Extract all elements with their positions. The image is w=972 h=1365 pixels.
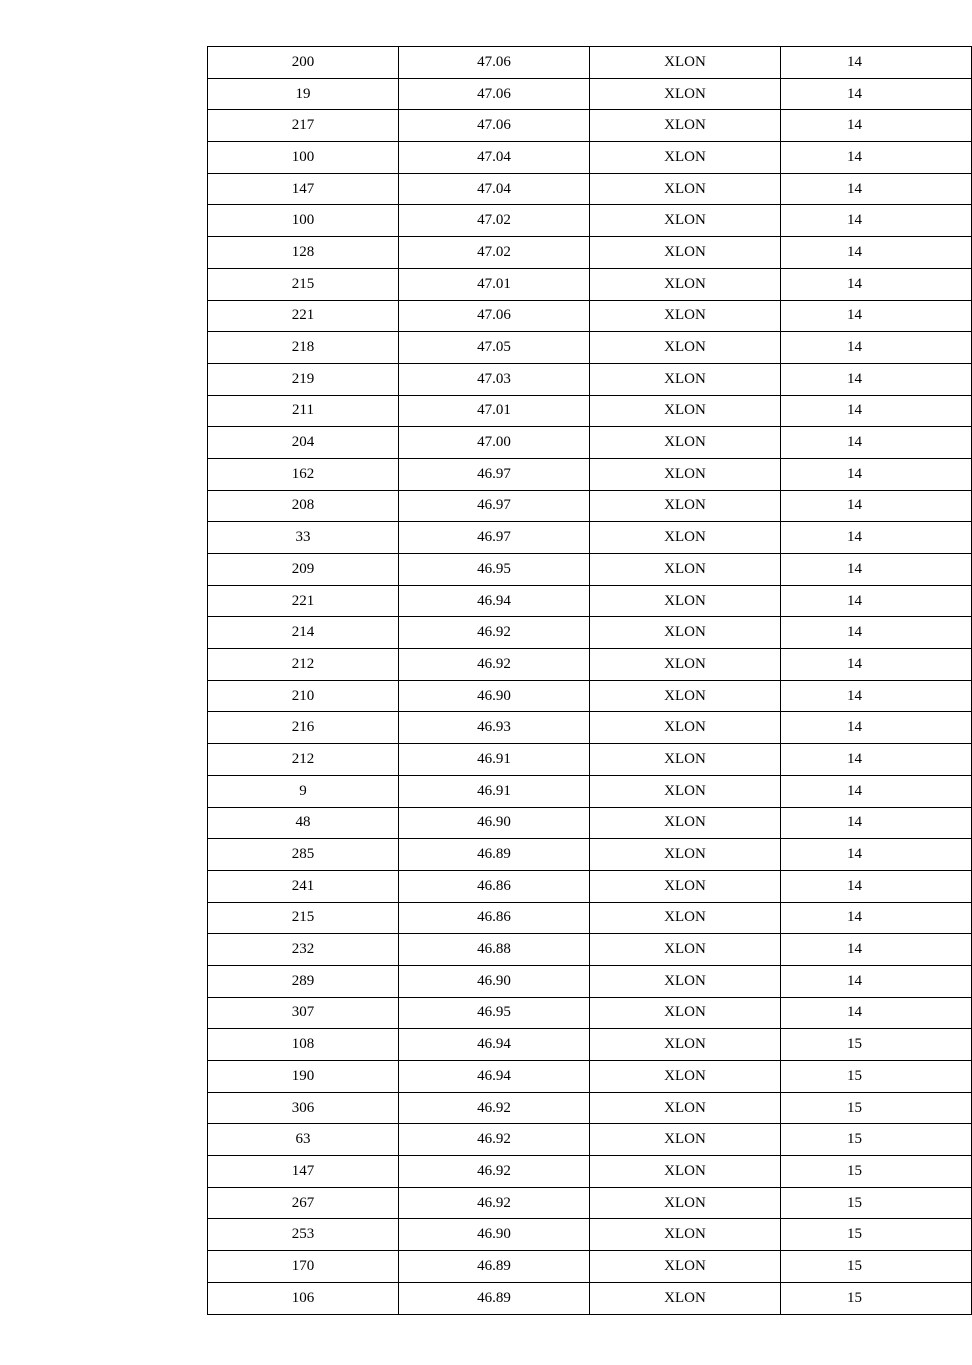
venue-cell: XLON [590,1156,781,1188]
time-cell: 14 [781,363,972,395]
quantity-cell: 100 [208,142,399,174]
venue-cell: XLON [590,142,781,174]
table-row [208,1061,972,1093]
quantity-cell: 215 [208,268,399,300]
price-cell: 46.90 [399,965,590,997]
time-cell: 15 [781,1092,972,1124]
time-cell: 14 [781,522,972,554]
quantity-cell: 100 [208,205,399,237]
venue-cell: XLON [590,680,781,712]
time-cell: 15 [781,1251,972,1283]
venue-cell: XLON [590,870,781,902]
table-row [208,839,972,871]
time-cell: 14 [781,205,972,237]
time-cell: 14 [781,490,972,522]
time-cell: 14 [781,395,972,427]
time-cell: 14 [781,237,972,269]
price-cell: 46.92 [399,617,590,649]
price-cell: 46.92 [399,1092,590,1124]
venue-cell: XLON [590,649,781,681]
price-cell: 47.01 [399,395,590,427]
quantity-cell: 211 [208,395,399,427]
quantity-cell: 147 [208,1156,399,1188]
table-row [208,965,972,997]
time-cell: 14 [781,870,972,902]
quantity-cell: 215 [208,902,399,934]
price-cell: 47.00 [399,427,590,459]
venue-cell: XLON [590,300,781,332]
venue-cell: XLON [590,395,781,427]
quantity-cell: 241 [208,870,399,902]
table-row [208,522,972,554]
table-row [208,78,972,110]
venue-cell: XLON [590,1092,781,1124]
price-cell: 47.05 [399,332,590,364]
quantity-cell: 170 [208,1251,399,1283]
quantity-cell: 128 [208,237,399,269]
price-cell: 47.06 [399,110,590,142]
venue-cell: XLON [590,332,781,364]
time-cell: 15 [781,1061,972,1093]
table-row [208,300,972,332]
venue-cell: XLON [590,522,781,554]
quantity-cell: 63 [208,1124,399,1156]
venue-cell: XLON [590,363,781,395]
quantity-cell: 208 [208,490,399,522]
table-row [208,617,972,649]
venue-cell: XLON [590,110,781,142]
venue-cell: XLON [590,965,781,997]
price-cell: 47.02 [399,205,590,237]
time-cell: 14 [781,775,972,807]
time-cell: 14 [781,649,972,681]
table-row [208,237,972,269]
table-row [208,1282,972,1314]
price-cell: 46.89 [399,839,590,871]
time-cell: 15 [781,1282,972,1314]
time-cell: 14 [781,712,972,744]
venue-cell: XLON [590,205,781,237]
price-cell: 47.01 [399,268,590,300]
table-row [208,1124,972,1156]
time-cell: 14 [781,934,972,966]
table-row [208,1092,972,1124]
price-cell: 46.92 [399,649,590,681]
venue-cell: XLON [590,1061,781,1093]
price-cell: 46.93 [399,712,590,744]
quantity-cell: 217 [208,110,399,142]
time-cell: 14 [781,839,972,871]
table-row [208,775,972,807]
table-row [208,554,972,586]
quantity-cell: 214 [208,617,399,649]
price-cell: 46.92 [399,1156,590,1188]
table-row [208,680,972,712]
venue-cell: XLON [590,712,781,744]
time-cell: 14 [781,680,972,712]
price-cell: 46.94 [399,1029,590,1061]
price-cell: 46.92 [399,1187,590,1219]
table-row [208,807,972,839]
table-row [208,395,972,427]
time-cell: 14 [781,332,972,364]
price-cell: 46.90 [399,807,590,839]
price-cell: 46.90 [399,680,590,712]
time-cell: 14 [781,142,972,174]
time-cell: 14 [781,902,972,934]
price-cell: 46.86 [399,870,590,902]
table-row [208,142,972,174]
time-cell: 14 [781,997,972,1029]
venue-cell: XLON [590,1124,781,1156]
time-cell: 14 [781,585,972,617]
price-cell: 47.06 [399,47,590,79]
quantity-cell: 267 [208,1187,399,1219]
venue-cell: XLON [590,744,781,776]
table-row [208,490,972,522]
venue-cell: XLON [590,617,781,649]
time-cell: 14 [781,110,972,142]
table-row [208,649,972,681]
quantity-cell: 48 [208,807,399,839]
time-cell: 14 [781,744,972,776]
venue-cell: XLON [590,585,781,617]
quantity-cell: 212 [208,649,399,681]
venue-cell: XLON [590,554,781,586]
price-cell: 46.88 [399,934,590,966]
venue-cell: XLON [590,839,781,871]
time-cell: 14 [781,807,972,839]
price-cell: 47.06 [399,300,590,332]
price-cell: 46.95 [399,997,590,1029]
venue-cell: XLON [590,902,781,934]
table-row [208,458,972,490]
quantity-cell: 9 [208,775,399,807]
time-cell: 14 [781,78,972,110]
time-cell: 15 [781,1029,972,1061]
venue-cell: XLON [590,1029,781,1061]
table-row [208,1219,972,1251]
time-cell: 14 [781,173,972,205]
time-cell: 14 [781,47,972,79]
venue-cell: XLON [590,490,781,522]
time-cell: 14 [781,458,972,490]
table-row [208,585,972,617]
venue-cell: XLON [590,775,781,807]
venue-cell: XLON [590,173,781,205]
price-cell: 46.94 [399,585,590,617]
venue-cell: XLON [590,934,781,966]
quantity-cell: 106 [208,1282,399,1314]
quantity-cell: 219 [208,363,399,395]
price-cell: 46.91 [399,744,590,776]
price-cell: 46.91 [399,775,590,807]
table-row [208,712,972,744]
time-cell: 14 [781,427,972,459]
quantity-cell: 285 [208,839,399,871]
price-cell: 47.06 [399,78,590,110]
table-row [208,1187,972,1219]
price-cell: 46.89 [399,1251,590,1283]
table-row [208,268,972,300]
price-cell: 46.86 [399,902,590,934]
table-row [208,205,972,237]
price-cell: 46.92 [399,1124,590,1156]
table-row [208,997,972,1029]
table-row [208,744,972,776]
venue-cell: XLON [590,78,781,110]
table-row [208,1156,972,1188]
quantity-cell: 212 [208,744,399,776]
quantity-cell: 19 [208,78,399,110]
venue-cell: XLON [590,807,781,839]
price-cell: 46.94 [399,1061,590,1093]
table-row [208,934,972,966]
venue-cell: XLON [590,268,781,300]
price-cell: 46.97 [399,522,590,554]
venue-cell: XLON [590,997,781,1029]
quantity-cell: 210 [208,680,399,712]
table-body [208,47,972,1315]
quantity-cell: 306 [208,1092,399,1124]
table-row [208,173,972,205]
venue-cell: XLON [590,427,781,459]
quantity-cell: 221 [208,300,399,332]
venue-cell: XLON [590,1187,781,1219]
venue-cell: XLON [590,458,781,490]
venue-cell: XLON [590,47,781,79]
price-cell: 46.97 [399,458,590,490]
quantity-cell: 162 [208,458,399,490]
quantity-cell: 200 [208,47,399,79]
price-cell: 46.95 [399,554,590,586]
quantity-cell: 209 [208,554,399,586]
time-cell: 14 [781,617,972,649]
price-cell: 47.04 [399,173,590,205]
quantity-cell: 190 [208,1061,399,1093]
table-row [208,47,972,79]
table-row [208,1029,972,1061]
price-cell: 46.90 [399,1219,590,1251]
time-cell: 15 [781,1187,972,1219]
quantity-cell: 307 [208,997,399,1029]
time-cell: 14 [781,965,972,997]
table-row [208,902,972,934]
price-cell: 47.04 [399,142,590,174]
transactions-table [207,46,972,1315]
quantity-cell: 289 [208,965,399,997]
venue-cell: XLON [590,1219,781,1251]
table-row [208,363,972,395]
quantity-cell: 232 [208,934,399,966]
quantity-cell: 253 [208,1219,399,1251]
table-row [208,427,972,459]
table-row [208,1251,972,1283]
time-cell: 14 [781,268,972,300]
quantity-cell: 204 [208,427,399,459]
quantity-cell: 33 [208,522,399,554]
venue-cell: XLON [590,1282,781,1314]
time-cell: 15 [781,1219,972,1251]
quantity-cell: 216 [208,712,399,744]
time-cell: 15 [781,1156,972,1188]
venue-cell: XLON [590,237,781,269]
table-viewport [207,46,862,1315]
price-cell: 46.97 [399,490,590,522]
price-cell: 46.89 [399,1282,590,1314]
table-row [208,870,972,902]
quantity-cell: 147 [208,173,399,205]
table-row [208,110,972,142]
quantity-cell: 218 [208,332,399,364]
time-cell: 15 [781,1124,972,1156]
price-cell: 47.02 [399,237,590,269]
time-cell: 14 [781,300,972,332]
venue-cell: XLON [590,1251,781,1283]
time-cell: 14 [781,554,972,586]
table-row [208,332,972,364]
price-cell: 47.03 [399,363,590,395]
quantity-cell: 221 [208,585,399,617]
quantity-cell: 108 [208,1029,399,1061]
